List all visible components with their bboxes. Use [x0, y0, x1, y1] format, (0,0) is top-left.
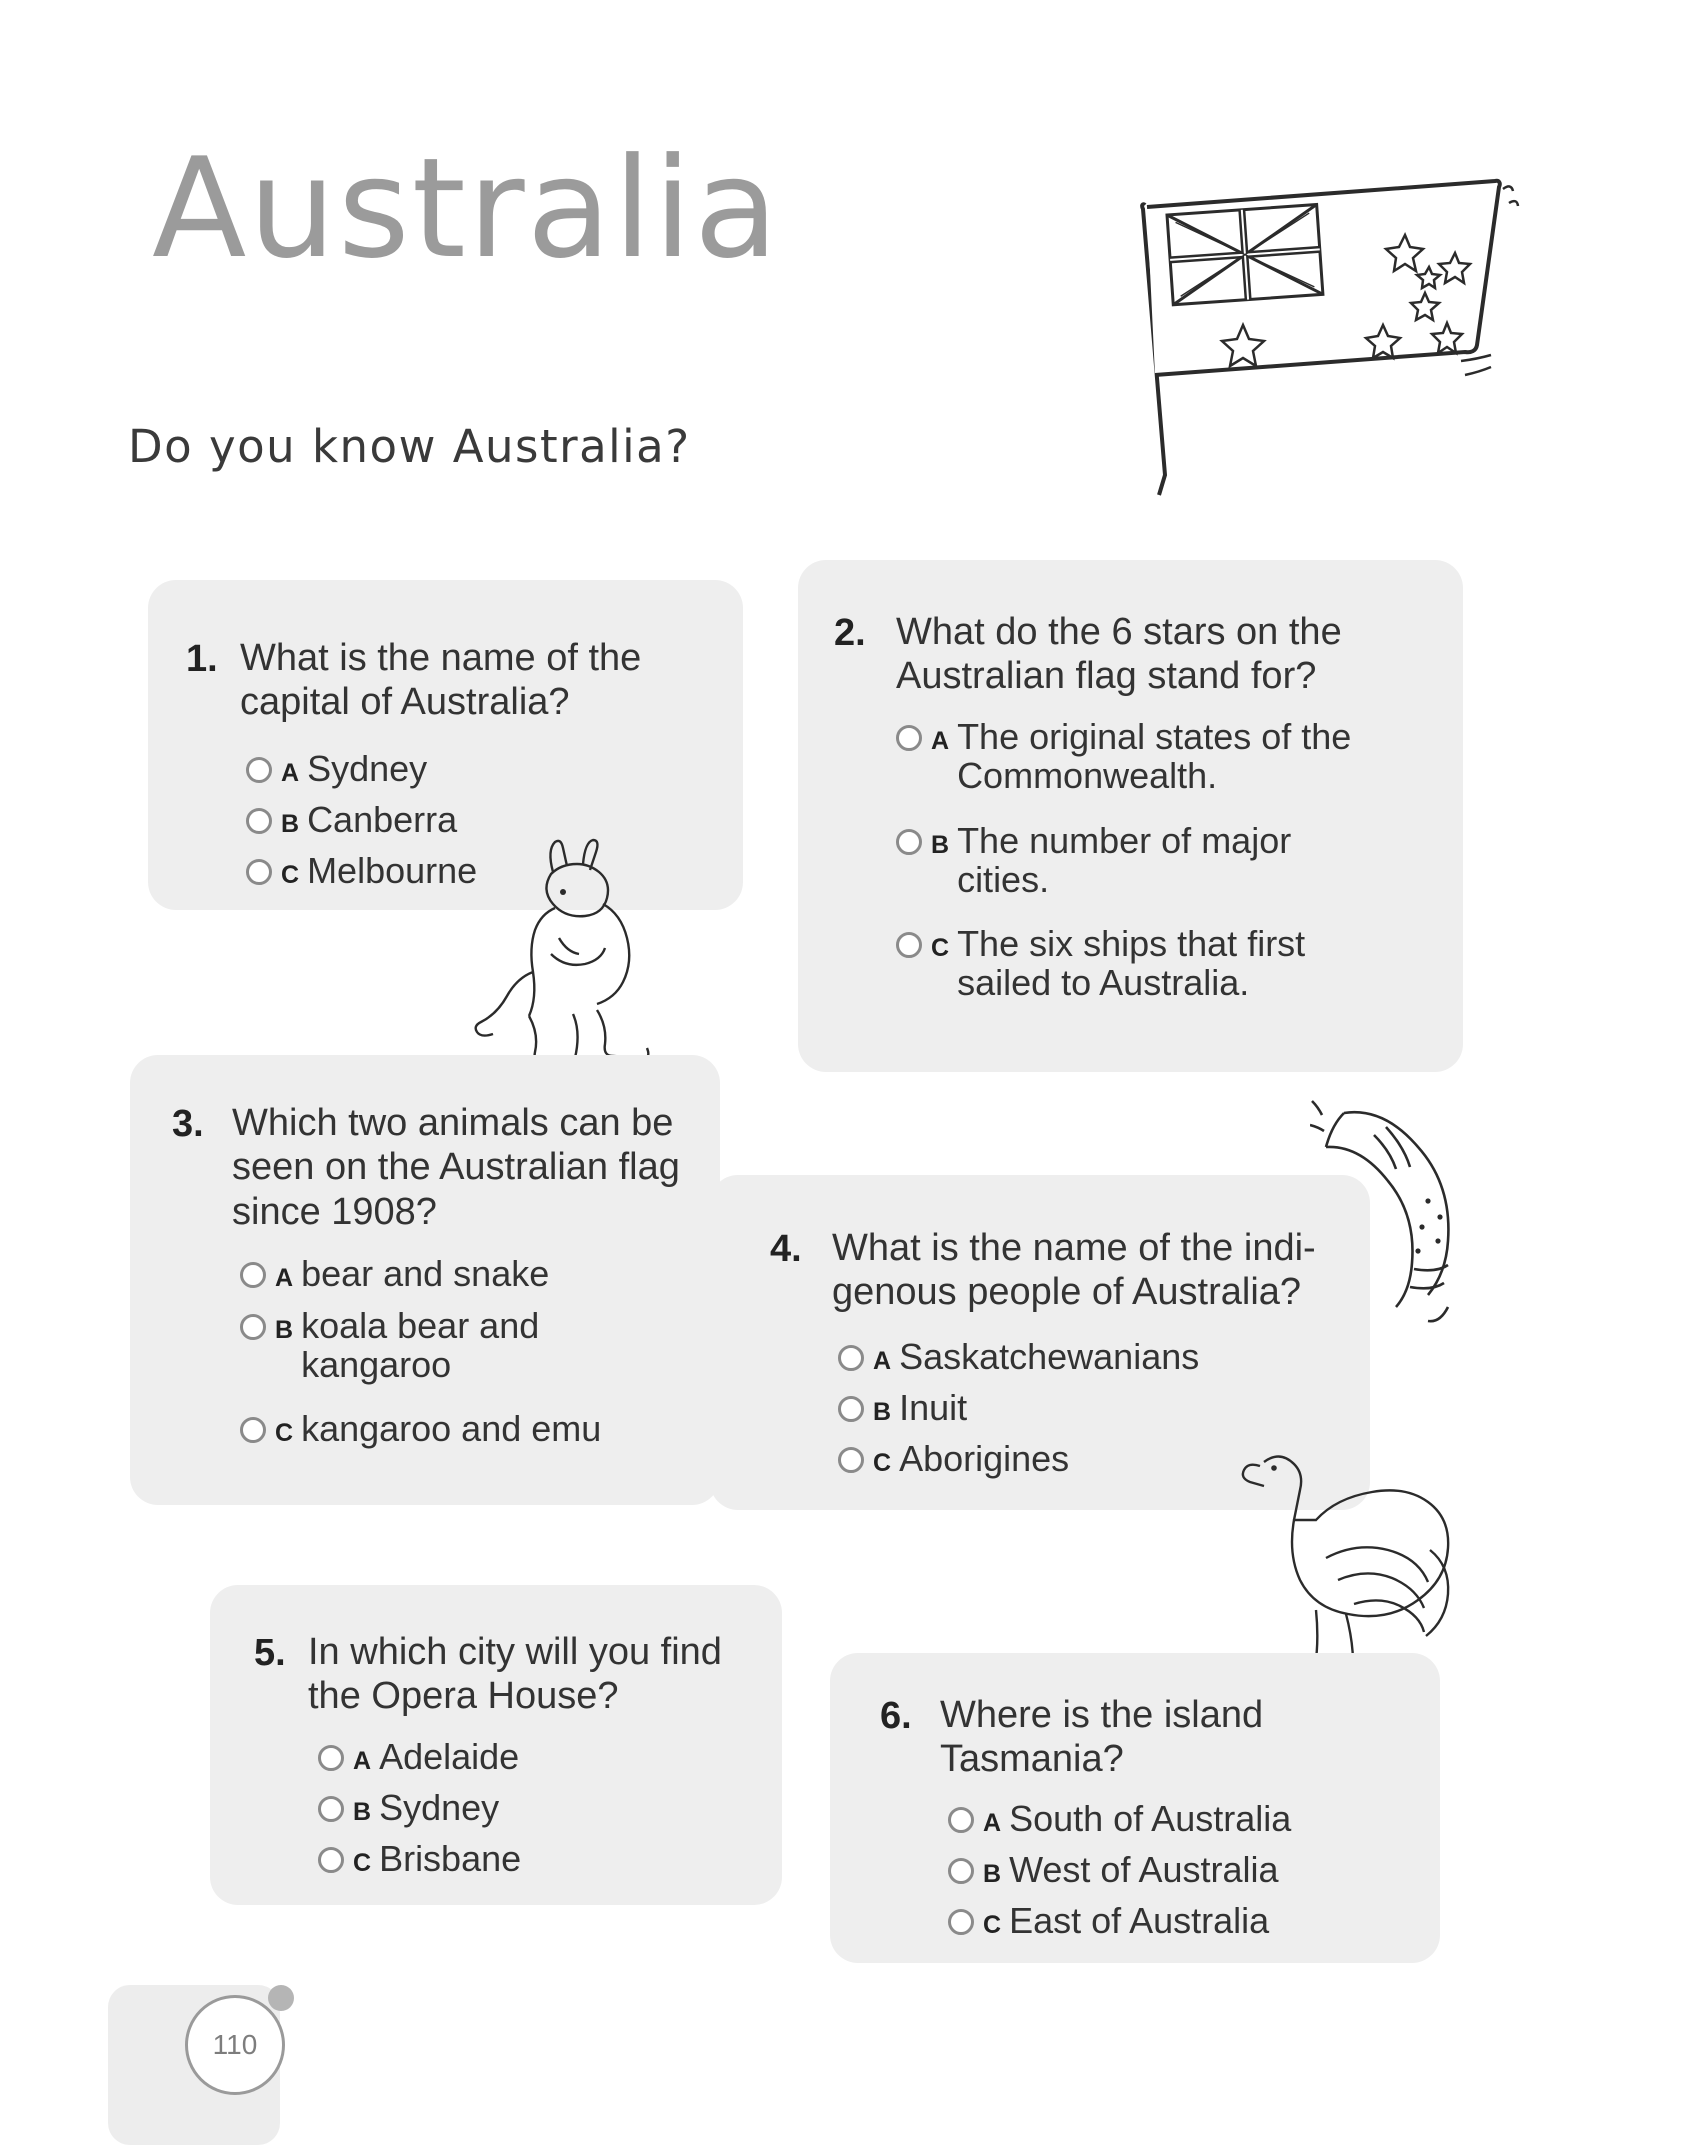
option-letter: B [281, 810, 300, 838]
radio-bubble-icon[interactable] [246, 808, 272, 834]
option-6a[interactable] [948, 1800, 1291, 1839]
radio-bubble-icon[interactable] [838, 1345, 864, 1371]
question-number-1: 1. [186, 638, 218, 680]
radio-bubble-icon[interactable] [246, 757, 272, 783]
radio-bubble-icon[interactable] [896, 829, 922, 855]
kangaroo-icon [455, 830, 735, 1070]
question-number-3: 3. [172, 1103, 204, 1145]
question-text-3: Which two animals can be seen on the Australian flag since 1908? [232, 1102, 680, 1233]
option-label: kangaroo and emu [301, 1408, 602, 1449]
option-label: South of Australia [1009, 1798, 1292, 1839]
option-letter: A [281, 759, 300, 787]
question-text-6: Where is the island Tasmania? [940, 1694, 1264, 1781]
option-5b[interactable] [318, 1789, 499, 1828]
option-letter: B [873, 1398, 892, 1426]
question-text-4: What is the name of the indi-genous people of Australia? [832, 1227, 1316, 1314]
radio-bubble-icon[interactable] [318, 1796, 344, 1822]
option-label: Saskatchewanians [899, 1336, 1200, 1377]
option-letter: B [983, 1860, 1002, 1888]
option-label: koala bear and kangaroo [301, 1305, 540, 1385]
option-letter: C [873, 1449, 892, 1477]
option-label: The original states of the Commonwealth. [957, 716, 1352, 796]
option-label: bear and snake [301, 1253, 550, 1294]
question-number-5: 5. [254, 1632, 286, 1674]
option-letter: A [353, 1747, 372, 1775]
page-number: 110 [185, 1995, 285, 2095]
option-letter: C [931, 934, 950, 962]
radio-bubble-icon[interactable] [896, 932, 922, 958]
question-text-1: What is the name of the capital of Australia? [240, 637, 642, 724]
option-letter: C [353, 1849, 372, 1877]
option-6b[interactable] [948, 1851, 1279, 1890]
radio-bubble-icon[interactable] [948, 1909, 974, 1935]
option-label: Sydney [379, 1787, 500, 1828]
question-text-5: In which city will you find the Opera House? [308, 1631, 722, 1718]
radio-bubble-icon[interactable] [240, 1262, 266, 1288]
question-number-6: 6. [880, 1695, 912, 1737]
option-label: Melbourne [307, 850, 478, 891]
question-text-2: What do the 6 stars on the Australian flag stand for? [896, 611, 1342, 698]
option-letter: B [275, 1316, 294, 1344]
option-label: Sydney [307, 748, 428, 789]
radio-bubble-icon[interactable] [240, 1417, 266, 1443]
option-letter: C [281, 861, 300, 889]
australian-flag-icon [1125, 175, 1545, 575]
option-letter: B [931, 831, 950, 859]
option-2b[interactable] [896, 822, 1366, 900]
radio-bubble-icon[interactable] [246, 859, 272, 885]
option-label: Inuit [899, 1387, 968, 1428]
option-label: Canberra [307, 799, 458, 840]
option-label: Brisbane [379, 1838, 522, 1879]
option-4a[interactable] [838, 1338, 1199, 1377]
option-letter: C [275, 1419, 294, 1447]
option-1c[interactable] [246, 852, 477, 891]
option-letter: C [983, 1911, 1002, 1939]
option-label: The six ships that first sailed to Australia. [957, 923, 1306, 1003]
option-6c[interactable] [948, 1902, 1269, 1941]
option-label: West of Australia [1009, 1849, 1279, 1890]
radio-bubble-icon[interactable] [896, 725, 922, 751]
option-5c[interactable] [318, 1840, 521, 1879]
option-3b[interactable] [240, 1307, 660, 1385]
option-label: East of Australia [1009, 1900, 1270, 1941]
option-2c[interactable] [896, 925, 1366, 1003]
option-1a[interactable] [246, 750, 427, 789]
option-4b[interactable] [838, 1389, 967, 1428]
question-number-4: 4. [770, 1228, 802, 1270]
page-title: Australia [152, 128, 781, 289]
option-1b[interactable] [246, 801, 457, 840]
radio-bubble-icon[interactable] [318, 1745, 344, 1771]
option-letter: A [873, 1347, 892, 1375]
page-subtitle: Do you know Australia? [128, 420, 691, 473]
radio-bubble-icon[interactable] [318, 1847, 344, 1873]
option-4c[interactable] [838, 1440, 1069, 1479]
option-5a[interactable] [318, 1738, 519, 1777]
page-number-dot [268, 1985, 294, 2011]
option-label: Adelaide [379, 1736, 520, 1777]
option-letter: A [931, 727, 950, 755]
option-2a[interactable] [896, 718, 1366, 796]
radio-bubble-icon[interactable] [948, 1858, 974, 1884]
radio-bubble-icon[interactable] [838, 1396, 864, 1422]
radio-bubble-icon[interactable] [838, 1447, 864, 1473]
option-3a[interactable] [240, 1255, 549, 1294]
option-3c[interactable] [240, 1410, 601, 1449]
radio-bubble-icon[interactable] [948, 1807, 974, 1833]
option-letter: B [353, 1798, 372, 1826]
option-letter: A [275, 1264, 294, 1292]
radio-bubble-icon[interactable] [240, 1314, 266, 1340]
option-label: The number of major cities. [957, 820, 1292, 900]
option-letter: A [983, 1809, 1002, 1837]
option-label: Aborigines [899, 1438, 1070, 1479]
question-number-2: 2. [834, 612, 866, 654]
